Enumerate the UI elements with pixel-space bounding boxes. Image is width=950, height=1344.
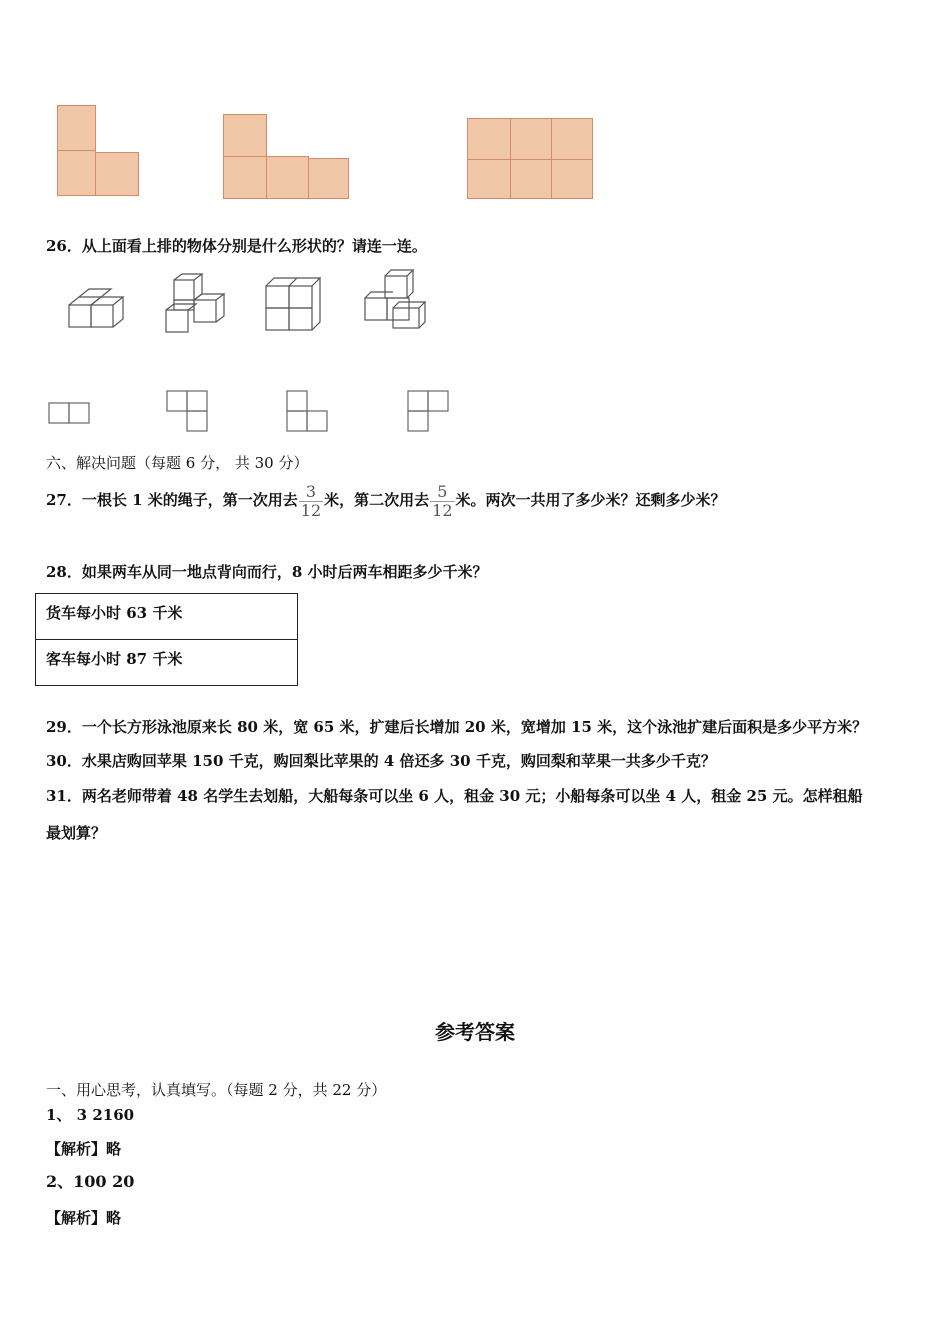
answer-2: 2、100 20 (46, 1172, 135, 1191)
table-row (36, 594, 298, 640)
answer-2-note: 【解析】略 (46, 1209, 122, 1227)
top-view-4 (407, 390, 451, 434)
question-31-line-2: 最划算？ (46, 824, 107, 842)
table-cell: 货车每小时 63 千米 (36, 594, 298, 640)
fraction-1: $\frac{3}{12}$ (300, 481, 322, 520)
answer-1-note: 【解析】略 (46, 1140, 122, 1158)
top-view-1 (48, 402, 92, 424)
question-27 (46, 478, 726, 522)
cube-stack-4 (357, 268, 427, 332)
answers-title: 参考答案 (435, 1020, 515, 1044)
answers-section-1: 一、用心思考，认真填写。（每题 2 分，共 22 分） (46, 1081, 387, 1099)
table-cell: 客车每小时 87 千米 (36, 640, 298, 686)
q27-part1: 27．一根长 1 米的绳子，第一次用去 (46, 491, 298, 509)
cube-stack-1 (66, 285, 126, 335)
fraction-2: $\frac{5}{12}$ (432, 481, 453, 520)
table-row (36, 640, 298, 686)
top-view-2 (166, 390, 210, 434)
speed-table (35, 593, 298, 686)
question-26: 26．从上面看上排的物体分别是什么形状的？请连一连。 (46, 237, 427, 255)
q27-part2: 米，第二次用去 (324, 491, 430, 509)
cube-stack-2 (160, 274, 226, 336)
question-30: 30．水果店购回苹果 150 千克，购回梨比苹果的 4 倍还多 30 千克，购回梨和苹果一共多少千克？ (46, 752, 716, 770)
cube-stack-3 (262, 276, 322, 332)
question-31-line-1: 31．两名老师带着 48 名学生去划船，大船每条可以坐 6 人，租金 30 元；小船每条可以坐 4 人，租金 25 元。怎样租船 (46, 787, 863, 805)
question-28: 28．如果两车从同一地点背向而行，8 小时后两车相距多少千米？ (46, 563, 488, 581)
section-6-header: 六、解决问题（每题 6 分， 共 30 分） (46, 454, 309, 472)
answer-1: 1、 3 2160 (46, 1106, 135, 1124)
top-view-3 (286, 390, 330, 434)
question-29: 29．一个长方形泳池原来长 80 米，宽 65 米，扩建后长增加 20 米，宽增加 15 米，这个泳池扩建后面积是多少平方米？ (46, 718, 868, 736)
q27-part3: 米。两次一共用了多少米？还剩多少米？ (455, 491, 726, 509)
